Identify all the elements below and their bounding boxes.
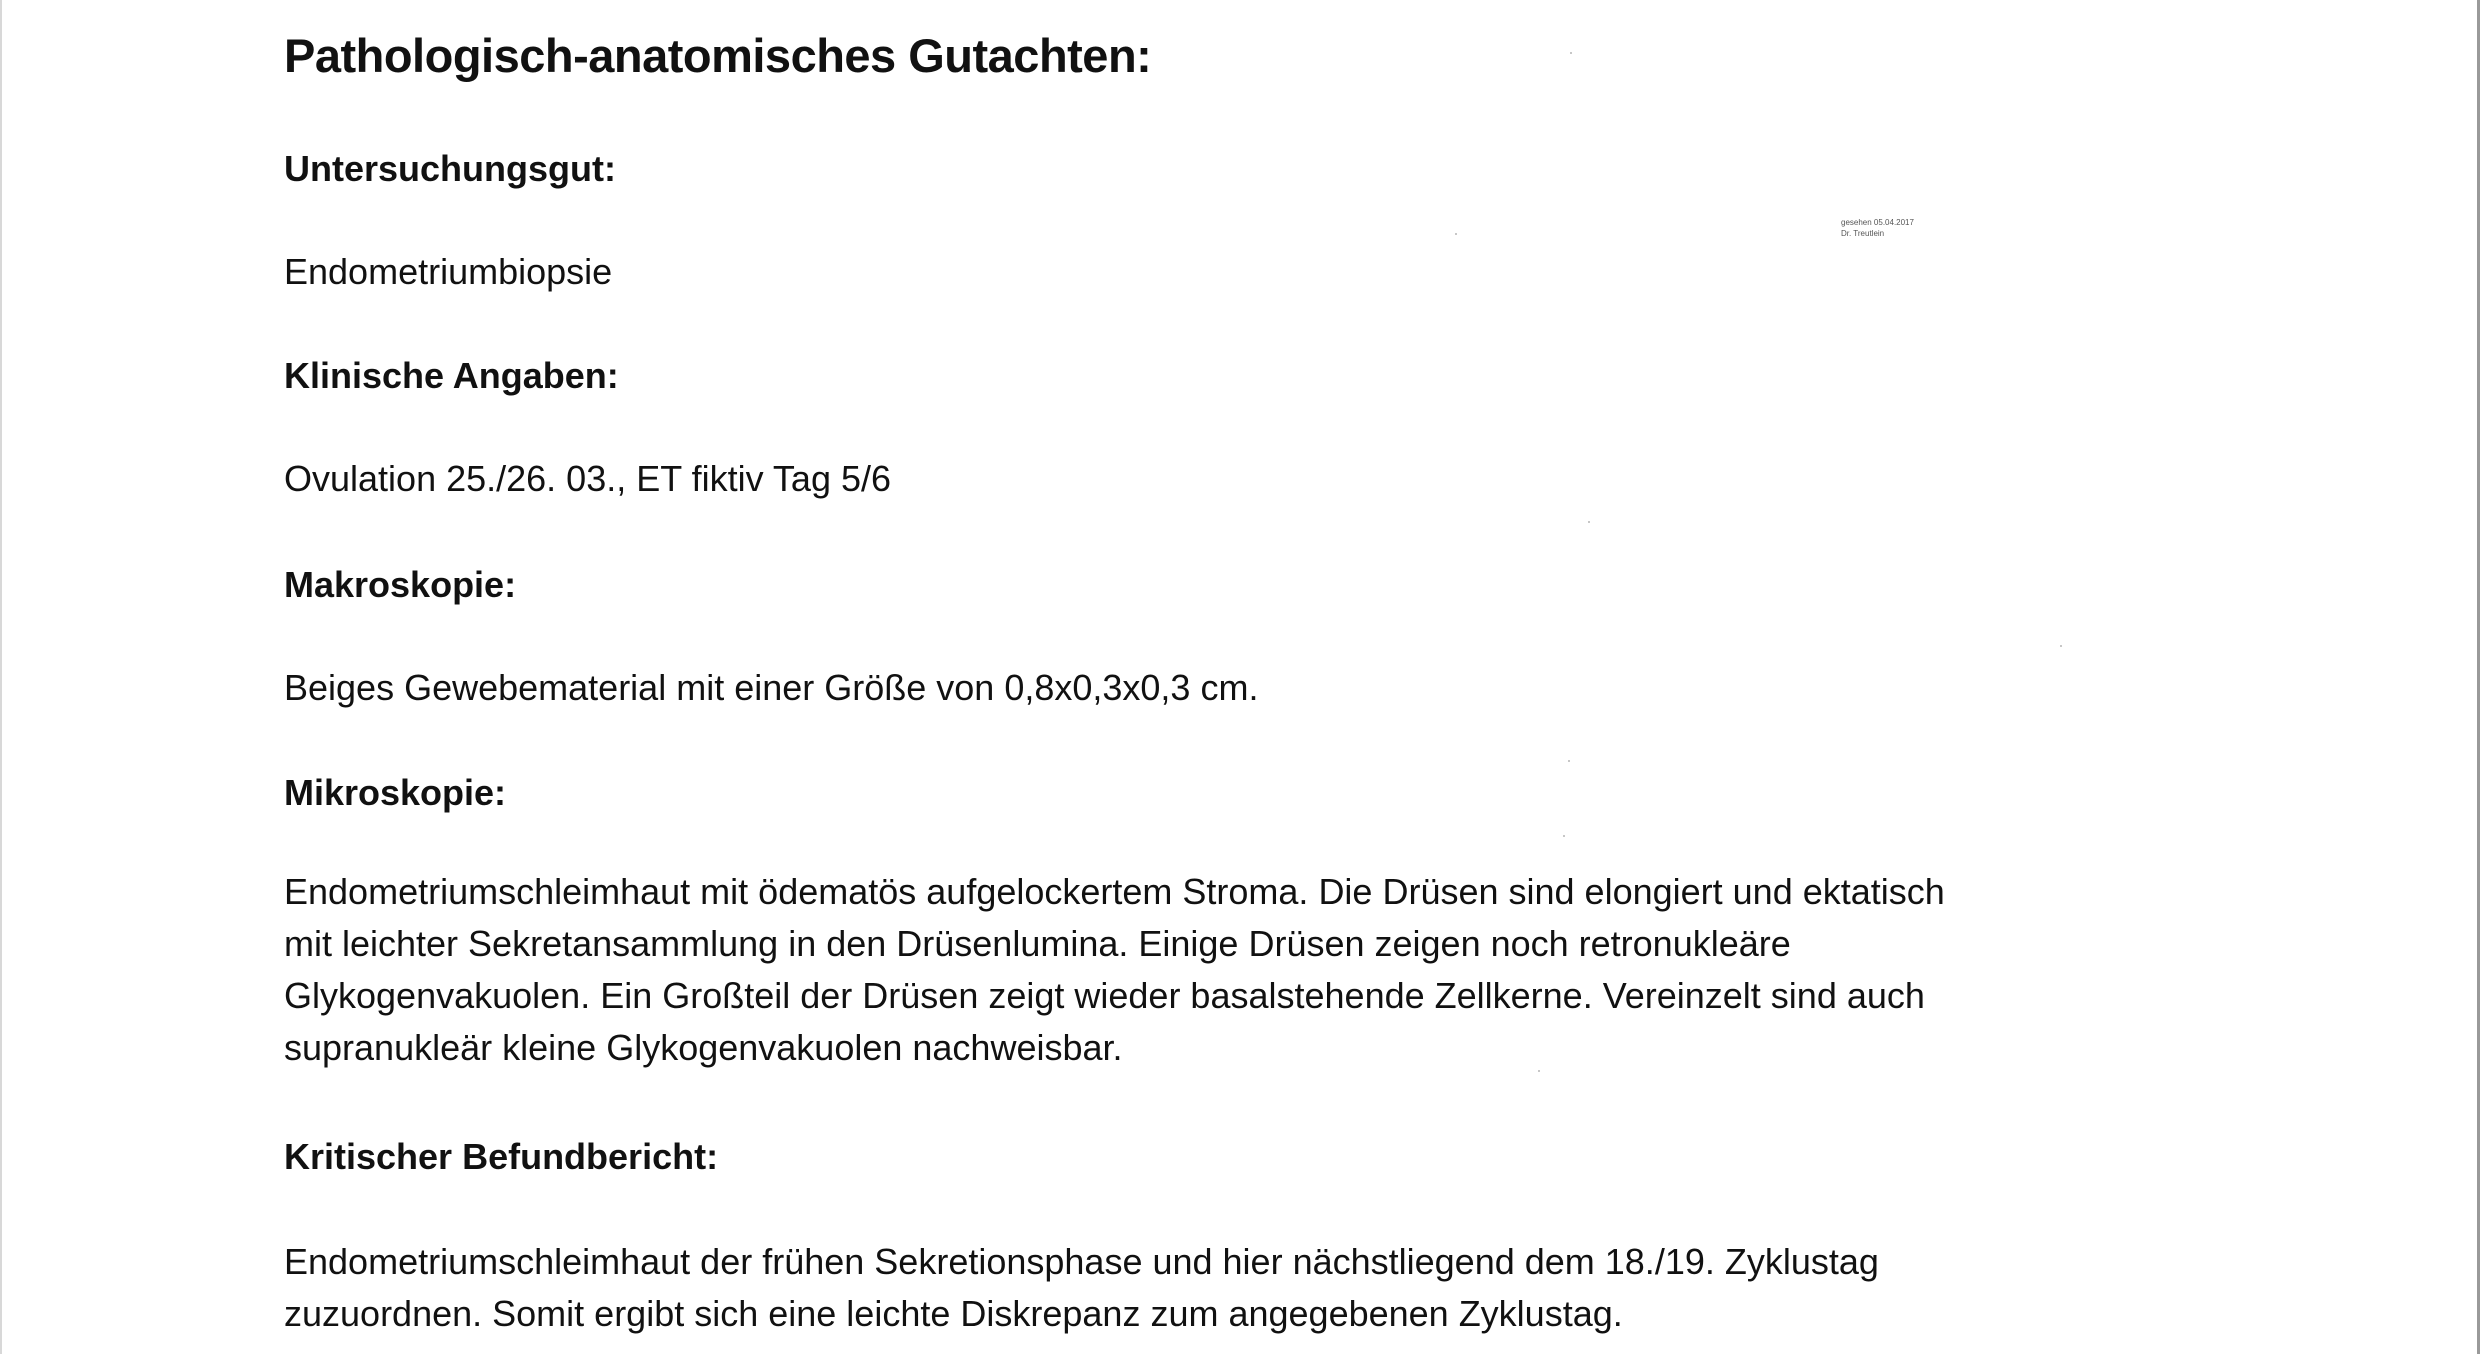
section-body-kritischer-befundbericht bbox=[284, 1236, 2164, 1340]
section-body-klinische-angaben: Ovulation 25./26. 03., ET fiktiv Tag 5/6 bbox=[284, 458, 892, 499]
section-heading-klinische-angaben: Klinische Angaben: bbox=[284, 355, 619, 396]
section-body-makroskopie: Beiges Gewebematerial mit einer Größe von 0,8x0,3x0,3 cm. bbox=[284, 667, 1259, 708]
mikroskopie-line: mit leichter Sekretansammlung in den Drüsenlumina. Einige Drüsen zeigen noch retronukleäre bbox=[284, 923, 1791, 964]
mikroskopie-line: supranukleär kleine Glykogenvakuolen nachweisbar. bbox=[284, 1027, 1123, 1068]
mikroskopie-line: Endometriumschleimhaut mit ödematös aufgelockertem Stroma. Die Drüsen sind elongiert und ektatisch bbox=[284, 871, 1945, 912]
befund-line: zuzuordnen. Somit ergibt sich eine leichte Diskrepanz zum angegebenen Zyklustag. bbox=[284, 1293, 1623, 1334]
scan-speck bbox=[1570, 52, 1572, 54]
scan-speck bbox=[1568, 760, 1570, 762]
mikroskopie-line: Glykogenvakuolen. Ein Großteil der Drüsen zeigt wieder basalstehende Zellkerne. Vereinzelt sind auch bbox=[284, 975, 1925, 1016]
report-title: Pathologisch-anatomisches Gutachten: bbox=[284, 29, 1152, 82]
befund-line: Endometriumschleimhaut der frühen Sekretionsphase und hier nächstliegend dem 18./19. Zyklustag bbox=[284, 1241, 1879, 1282]
section-heading-untersuchungsgut: Untersuchungsgut: bbox=[284, 148, 616, 189]
scan-speck bbox=[1588, 521, 1590, 523]
scan-speck bbox=[1455, 233, 1457, 235]
scan-edge-left bbox=[0, 0, 2, 1354]
section-heading-makroskopie: Makroskopie: bbox=[284, 564, 517, 605]
section-body-mikroskopie bbox=[284, 866, 2164, 1074]
review-stamp bbox=[1841, 217, 1914, 239]
stamp-line-date: gesehen 05.04.2017 bbox=[1841, 218, 1914, 227]
scan-speck bbox=[1563, 835, 1565, 837]
section-body-untersuchungsgut: Endometriumbiopsie bbox=[284, 251, 613, 292]
section-heading-mikroskopie: Mikroskopie: bbox=[284, 772, 507, 813]
scan-speck bbox=[2060, 645, 2062, 647]
section-heading-kritischer-befundbericht: Kritischer Befundbericht: bbox=[284, 1136, 719, 1177]
stamp-line-name: Dr. Treutlein bbox=[1841, 229, 1885, 238]
